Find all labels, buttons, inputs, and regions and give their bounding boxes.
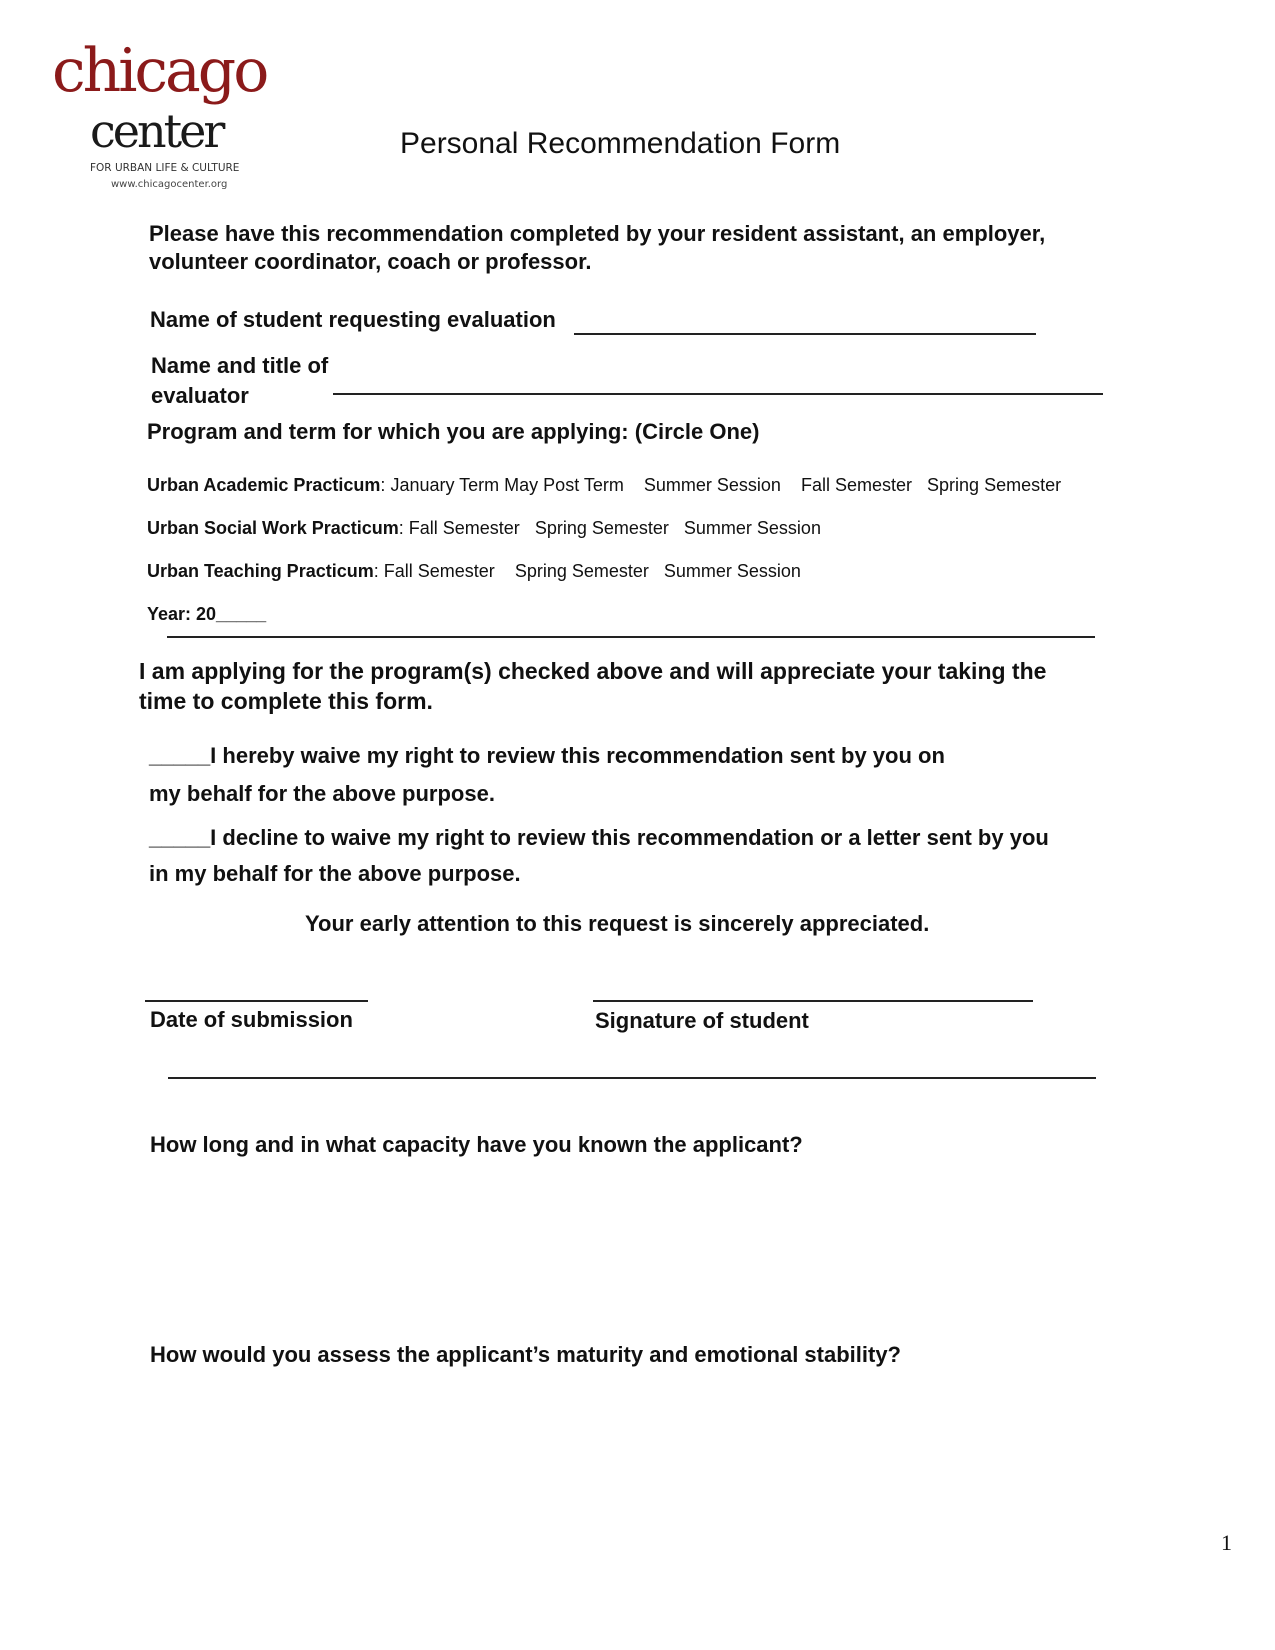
appreciation-text: Your early attention to this request is sincerely appreciated.: [305, 911, 930, 936]
chicago-center-logo: [52, 36, 322, 200]
decline-option[interactable]: _____I decline to waive my right to review this recommendation or a letter sent by you: [149, 825, 1049, 850]
logo-word-chicago: chicago: [52, 36, 267, 106]
program-row: Urban Social Work Practicum: Fall Semester Spring Semester Summer Session: [147, 518, 821, 538]
date-label: Date of submission: [150, 1007, 353, 1032]
question-2: How would you assess the applicant’s maturity and emotional stability?: [150, 1342, 901, 1367]
year-field[interactable]: Year: 20_____: [147, 604, 267, 624]
term-option[interactable]: Summer Session: [643, 475, 781, 495]
program-row: Urban Academic Practicum: January Term May Post Term Summer Session Fall Semester Spring Semester: [147, 475, 1062, 495]
term-option[interactable]: Fall Semester: [408, 518, 520, 538]
logo-word-center: center: [90, 104, 223, 158]
evaluator-label-line2: evaluator: [151, 383, 249, 408]
date-field[interactable]: [145, 1000, 368, 1002]
program-name: Urban Teaching Practicum: [147, 561, 374, 581]
signature-field[interactable]: [593, 1000, 1033, 1002]
logo-url: www.chicagocenter.org: [111, 179, 228, 190]
program-heading: Program and term for which you are applying: (Circle One): [147, 419, 760, 444]
program-name: Urban Social Work Practicum: [147, 518, 399, 538]
page-number: 1: [1221, 1530, 1232, 1555]
section-divider: [168, 1077, 1096, 1079]
term-option[interactable]: Summer Session: [683, 518, 821, 538]
evaluator-label-line1: Name and title of: [151, 353, 329, 378]
decline-option-cont: in my behalf for the above purpose.: [149, 861, 521, 886]
term-option[interactable]: Spring Semester: [927, 475, 1062, 495]
evaluator-name-field[interactable]: [333, 393, 1103, 395]
term-option[interactable]: Fall Semester: [800, 475, 913, 495]
term-option[interactable]: Spring Semester: [534, 518, 669, 538]
answer-2-area[interactable]: [150, 1375, 1100, 1525]
program-row: Urban Teaching Practicum: Fall Semester Spring Semester Summer Session: [147, 561, 801, 581]
program-name: Urban Academic Practicum: [147, 475, 381, 495]
term-option[interactable]: Fall Semester: [383, 561, 495, 581]
waive-option[interactable]: _____I hereby waive my right to review this recommendation sent by you on: [149, 743, 945, 768]
term-option[interactable]: Summer Session: [663, 561, 801, 581]
logo-tagline: FOR URBAN LIFE & CULTURE: [90, 162, 240, 174]
term-option[interactable]: May Post Term: [504, 475, 624, 495]
answer-1-area[interactable]: [150, 1165, 1100, 1315]
signature-label: Signature of student: [595, 1008, 809, 1033]
intro-text: Please have this recommendation completed by your resident assistant, an employer, volunteer coordinator, coach or professor.: [149, 221, 1046, 274]
applying-statement: I am applying for the program(s) checked above and will appreciate your taking the time to complete this form.: [139, 658, 1047, 714]
question-1: How long and in what capacity have you known the applicant?: [150, 1132, 803, 1157]
term-option[interactable]: January Term: [390, 475, 500, 495]
student-name-label: Name of student requesting evaluation: [150, 307, 556, 332]
student-name-field[interactable]: [574, 333, 1036, 335]
section-divider: [167, 636, 1095, 638]
waive-option-cont: my behalf for the above purpose.: [149, 781, 495, 806]
page-title: Personal Recommendation Form: [400, 127, 841, 160]
term-option[interactable]: Spring Semester: [514, 561, 649, 581]
